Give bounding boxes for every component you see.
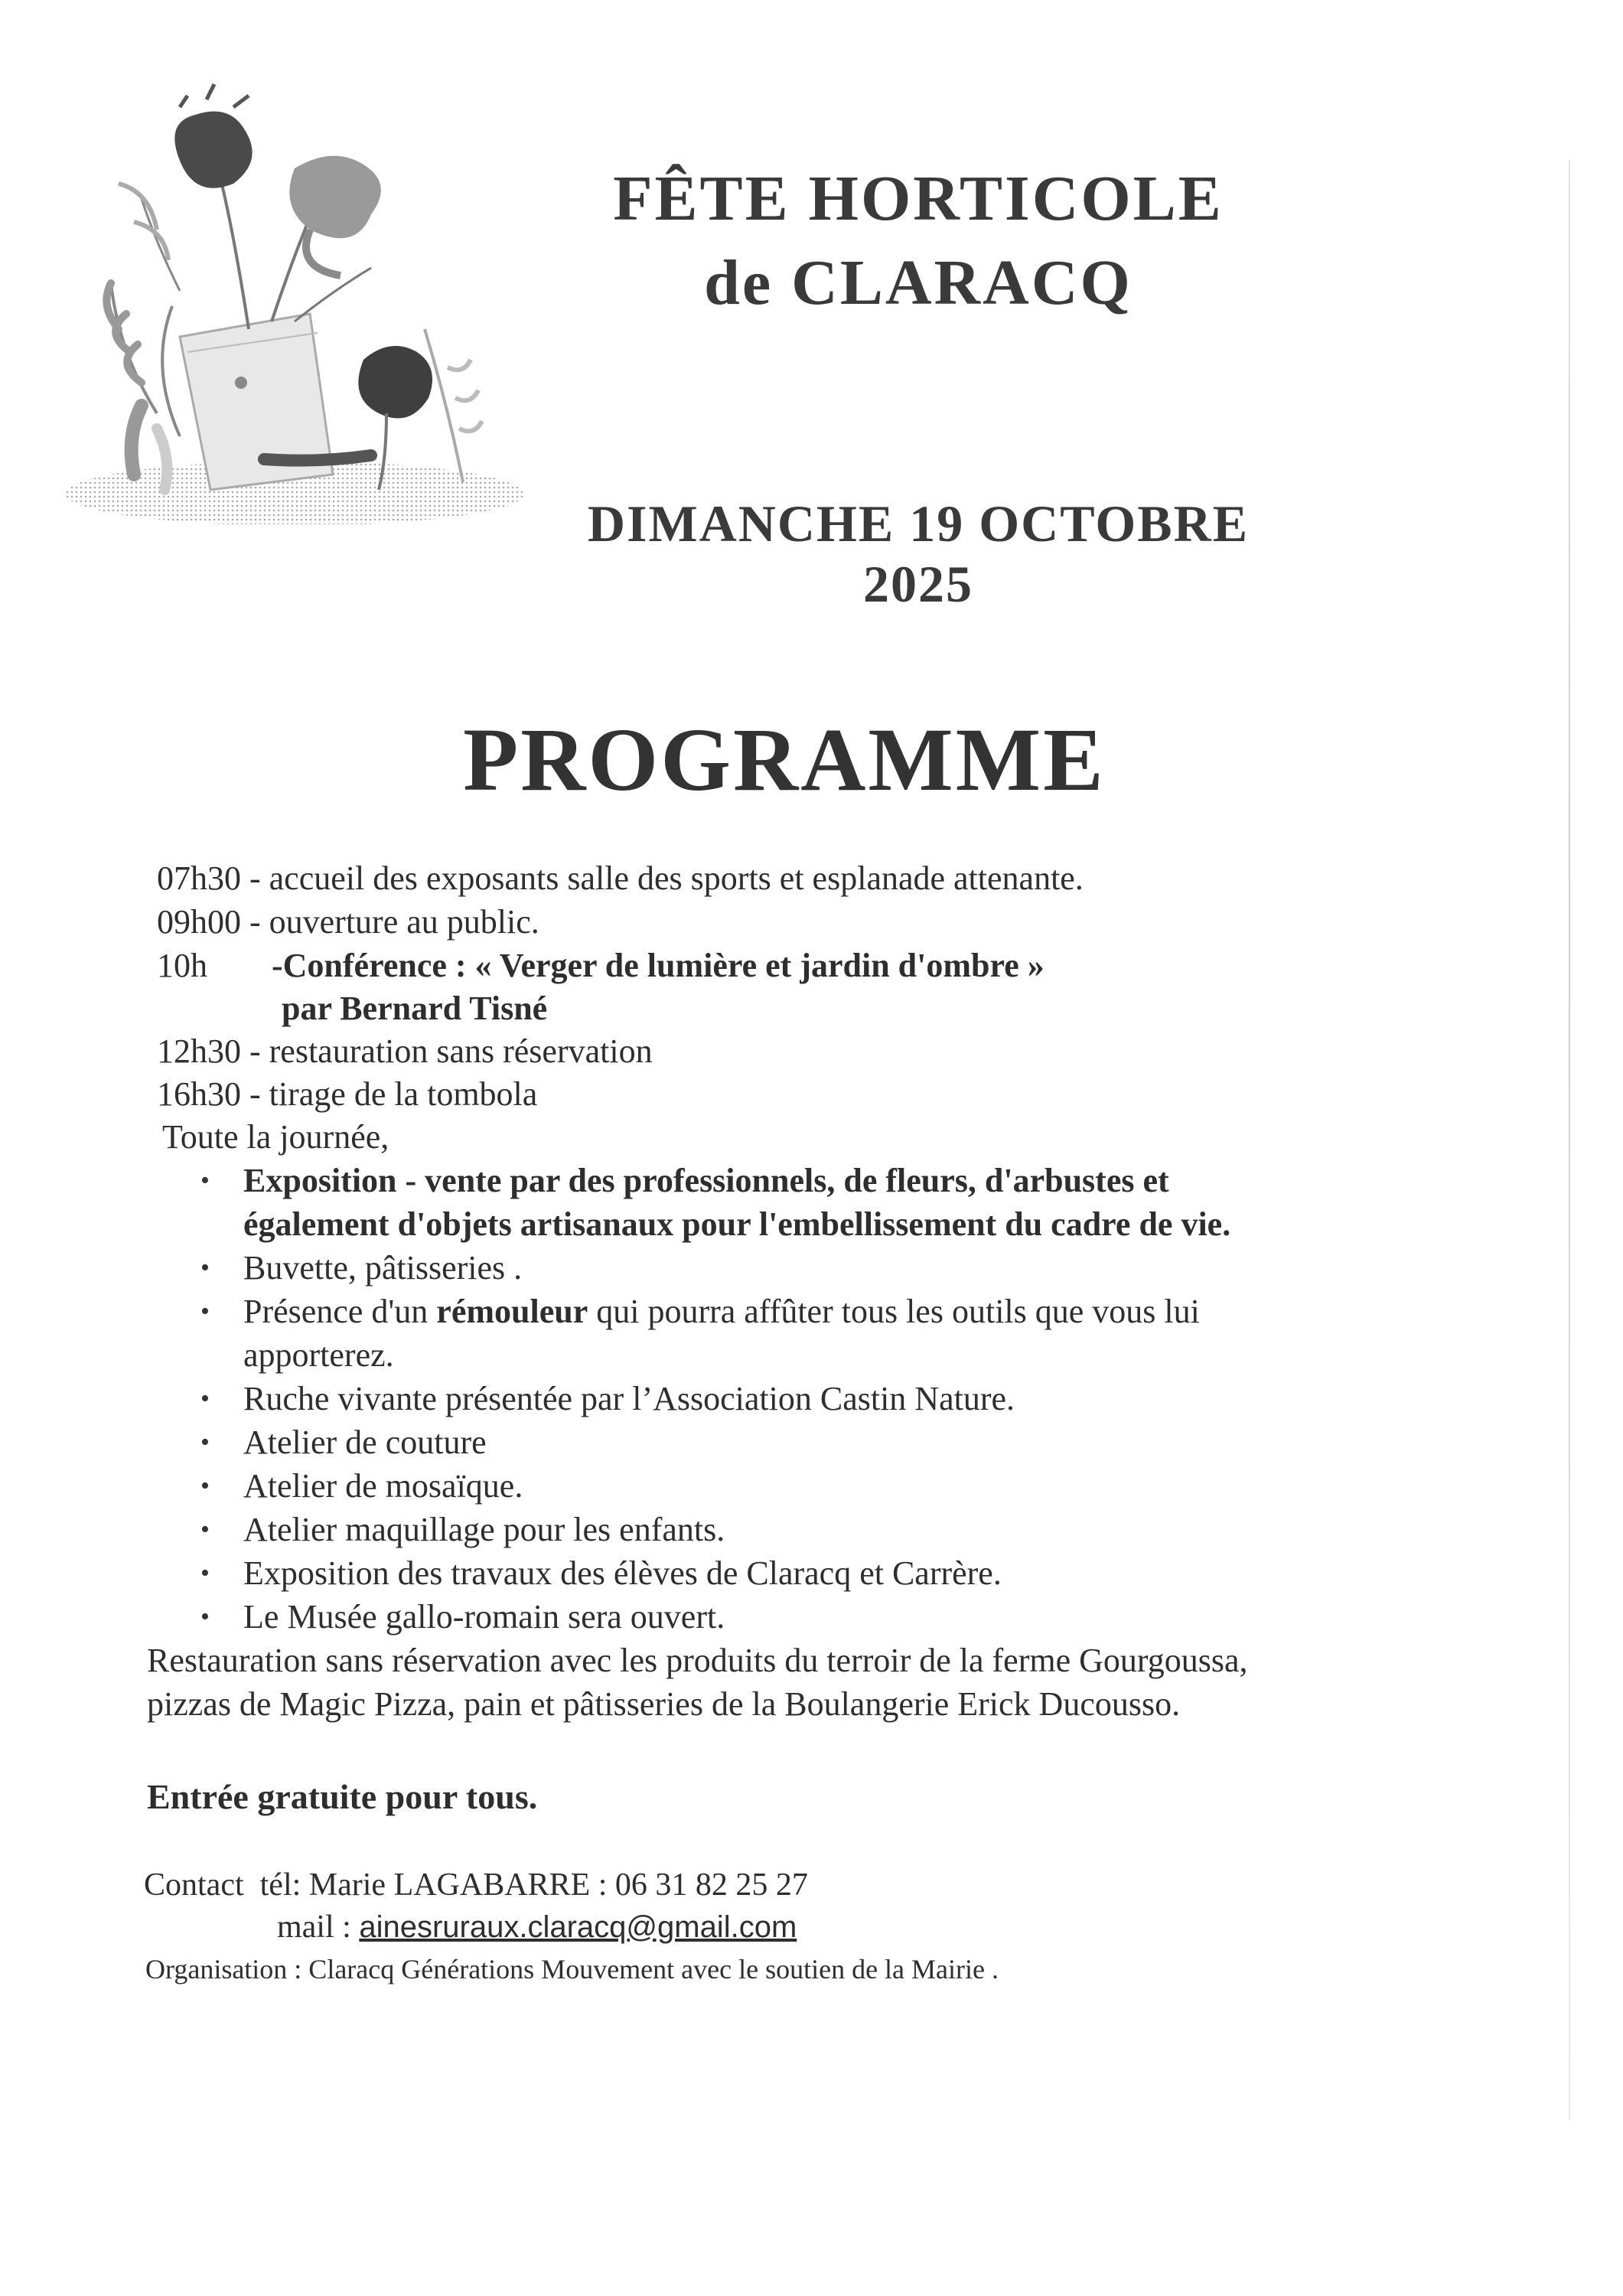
bullet-remouleur: Présence d'un rémouleur qui pourra affûter tous les outils que vous lui — [243, 1293, 1200, 1330]
organisation-line: Organisation : Claracq Générations Mouvement avec le soutien de la Mairie . — [145, 1954, 999, 1985]
programme-heading: PROGRAMME — [463, 709, 1106, 810]
bullet-icon: • — [200, 1254, 210, 1282]
schedule-item: 09h00 - ouverture au public. — [157, 903, 539, 941]
bullet-exposition-eleves: Exposition des travaux des élèves de Claracq et Carrère. — [243, 1554, 1002, 1592]
bullet-exposition: Exposition - vente par des professionnels, de fleurs, d'arbustes et — [243, 1162, 1169, 1199]
event-title-line2: de CLARACQ — [704, 247, 1133, 318]
bullet-icon: • — [200, 1603, 210, 1631]
bullet-icon: • — [200, 1559, 210, 1587]
restauration-line1: Restauration sans réservation avec les produits du terroir de la ferme Gourgoussa, — [147, 1642, 1248, 1679]
schedule-item: 12h30 - restauration sans réservation — [157, 1032, 653, 1070]
bullet-icon: • — [200, 1515, 210, 1544]
schedule-item: 16h30 - tirage de la tombola — [157, 1075, 538, 1113]
free-entry: Entrée gratuite pour tous. — [147, 1777, 538, 1816]
mail-line: mail : ainesruraux.claracq@gmail.com — [277, 1910, 797, 1945]
bullet-icon: • — [200, 1166, 210, 1195]
bullet-musee: Le Musée gallo-romain sera ouvert. — [243, 1598, 725, 1636]
scan-edge-line — [1569, 161, 1570, 2120]
bullet-couture: Atelier de couture — [243, 1424, 487, 1461]
bullet-icon: • — [200, 1297, 210, 1326]
bullet-icon: • — [200, 1384, 210, 1413]
bullet-exposition-cont: également d'objets artisanaux pour l'embellissement du cadre de vie. — [243, 1205, 1231, 1243]
email-link[interactable]: ainesruraux.claracq@gmail.com — [359, 1910, 797, 1944]
bullet-ruche: Ruche vivante présentée par l’Association Castin Nature. — [243, 1380, 1015, 1417]
bullet-icon: • — [200, 1428, 210, 1456]
bullet-icon: • — [200, 1472, 210, 1500]
bullet-remouleur-cont: apporterez. — [243, 1336, 394, 1374]
conference-speaker: par Bernard Tisné — [282, 990, 548, 1027]
bullet-maquillage: Atelier maquillage pour les enfants. — [243, 1511, 725, 1548]
all-day-label: Toute la journée, — [162, 1118, 389, 1156]
flower-vase-illustration-icon — [65, 77, 524, 524]
event-title-line1: FÊTE HORTICOLE — [613, 163, 1224, 234]
bullet-buvette: Buvette, pâtisseries . — [243, 1249, 523, 1287]
contact-line: Contact tél: Marie LAGABARRE : 06 31 82 25 27 — [144, 1867, 808, 1903]
event-date: DIMANCHE 19 OCTOBRE 2025 — [587, 494, 1250, 613]
schedule-item: 07h30 - accueil des exposants salle des sports et esplanade attenante. — [157, 859, 1084, 897]
schedule-item: 10h -Conférence : « Verger de lumière et jardin d'ombre » — [157, 947, 1045, 984]
restauration-line2: pizzas de Magic Pizza, pain et pâtisseries de la Boulangerie Erick Ducousso. — [147, 1685, 1181, 1723]
bullet-mosaique: Atelier de mosaïque. — [243, 1467, 523, 1505]
